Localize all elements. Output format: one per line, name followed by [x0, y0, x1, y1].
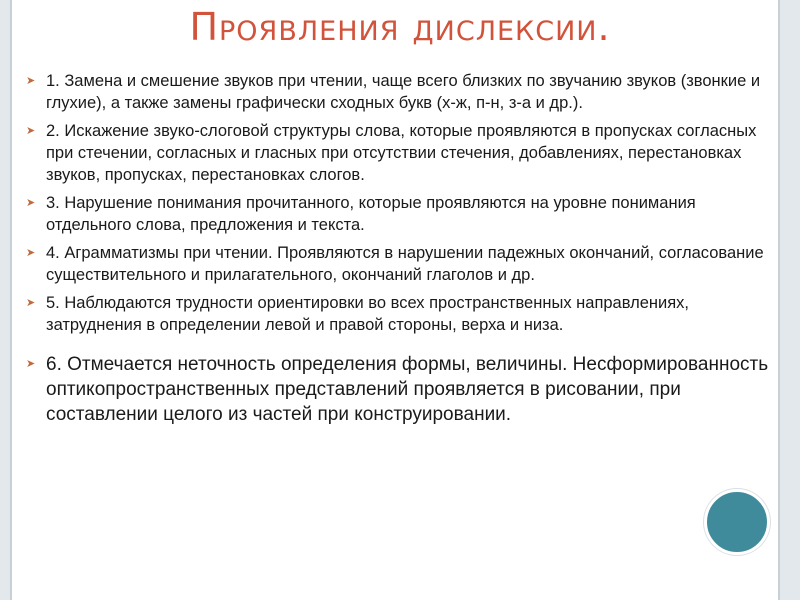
- decorative-circle: [704, 489, 770, 555]
- bullet-text-3: 3. Нарушение понимания прочитанного, которые проявляются на уровне понимания отдельного слова, предложения и текста.: [46, 194, 696, 234]
- bullet-item-5: [26, 292, 774, 336]
- bullet-text-2: 2. Искажение звуко-слоговой структуры слова, которые проявляются в пропусках согласных при стечении, согласных и гласных при отсутствии стечения, добавлениях, перестановках звуков, пропусках, перестановках слогов.: [46, 122, 757, 184]
- frame-left-line: [10, 0, 12, 600]
- bullet-text-5: 5. Наблюдаются трудности ориентировки во всех пространственных направлениях, затруднения в определении левой и правой стороны, верха и низа.: [46, 294, 690, 334]
- bullet-text-1: 1. Замена и смешение звуков при чтении, чаще всего близких по звучанию звуков (звонкие и глухие), а также замены графически сходных букв (х-ж, п-н, з-а и др.).: [46, 72, 761, 112]
- bullet-arrow-icon: ➤: [26, 125, 36, 137]
- bullet-item-1: [26, 70, 774, 114]
- slide-title: Проявления дислексии.: [189, 5, 611, 49]
- bullet-item-6: [26, 352, 774, 427]
- bullet-item-4: [26, 242, 774, 286]
- frame-right-border: [780, 0, 800, 600]
- bullet-arrow-icon: ➤: [26, 297, 36, 309]
- bullet-text-6: 6. Отмечается неточность определения формы, величины. Несформированность оптикопространственных представлений проявляется в рисовании, при составлении целого из частей при конструировании.: [46, 354, 769, 425]
- bullet-arrow-icon: ➤: [26, 247, 36, 259]
- bullet-arrow-icon: ➤: [26, 197, 36, 209]
- bullet-item-2: [26, 120, 774, 186]
- bullet-arrow-icon: ➤: [26, 75, 36, 87]
- frame-left-border: [0, 0, 10, 600]
- bullet-list: [26, 70, 774, 433]
- bullet-item-3: [26, 192, 774, 236]
- bullet-arrow-icon: ➤: [26, 358, 36, 370]
- frame-right-line: [778, 0, 780, 600]
- bullet-text-4: 4. Аграмматизмы при чтении. Проявляются в нарушении падежных окончаний, согласование существительного и прилагательного, окончаний глаголов и др.: [46, 244, 764, 284]
